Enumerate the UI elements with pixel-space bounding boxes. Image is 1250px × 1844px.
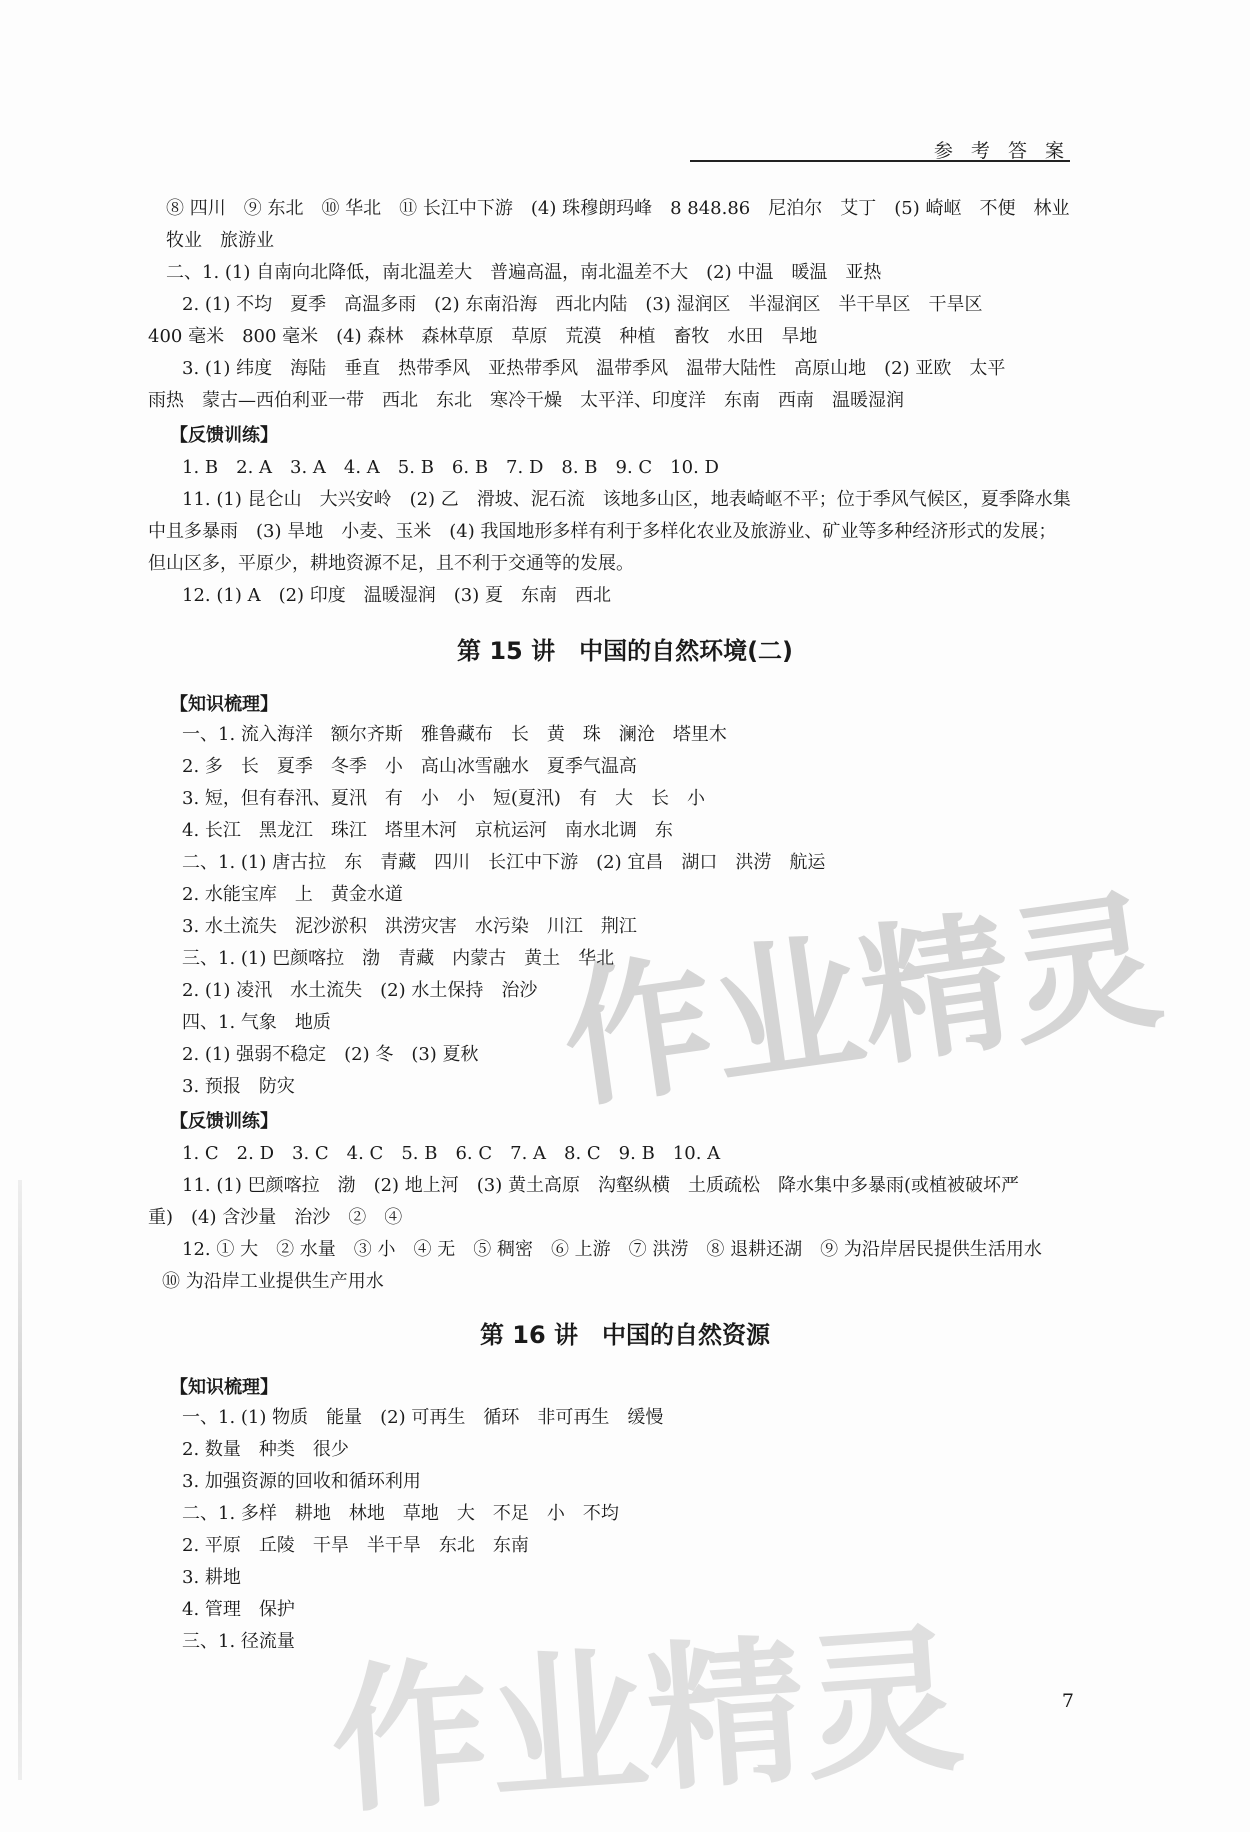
text-line: 二、1. (1) 自南向北降低，南北温差大 普遍高温，南北温差不大 (2) 中温 暖温 亚热 — [166, 262, 882, 283]
page-edge-shadow — [18, 1180, 22, 1780]
text-line: 四、1. 气象 地质 — [182, 1012, 331, 1033]
page-number: 7 — [1061, 1690, 1074, 1712]
text-line: 12. ① 大 ② 水量 ③ 小 ④ 无 ⑤ 稠密 ⑥ 上游 ⑦ 洪涝 ⑧ 退耕还湖 ⑨ 为沿岸居民提供生活用水 — [182, 1239, 1042, 1260]
watermark: 作业精灵 — [552, 873, 1172, 1130]
chapter-title: 第 15 讲 中国的自然环境(二) — [456, 637, 794, 665]
watermark: 作业精灵 — [325, 1608, 969, 1836]
answer-line: 1. C 2. D 3. C 4. C 5. B 6. C 7. A 8. C 9. B 10. A — [182, 1143, 721, 1164]
text-line: ⑧ 四川 ⑨ 东北 ⑩ 华北 ⑪ 长江中下游 (4) 珠穆朗玛峰 8 848.86 尼泊尔 艾丁 (5) 崎岖 不便 林业 — [166, 198, 1070, 219]
text-line: 重) (4) 含沙量 治沙 ② ④ — [148, 1207, 403, 1228]
text-line: 3. 水土流失 泥沙淤积 洪涝灾害 水污染 川江 荆江 — [182, 916, 637, 937]
text-line: 11. (1) 昆仑山 大兴安岭 (2) 乙 滑坡、泥石流 该地多山区，地表崎岖不平；位于季风气候区，夏季降水集 — [182, 489, 1071, 510]
answer-line: 1. B 2. A 3. A 4. A 5. B 6. B 7. D 8. B 9. C 10. D — [182, 457, 719, 478]
text-line: 3. 预报 防灾 — [182, 1076, 295, 1097]
text-line: 3. 耕地 — [182, 1567, 241, 1588]
text-line: 一、1. 流入海洋 额尔齐斯 雅鲁藏布 长 黄 珠 澜沧 塔里木 — [182, 724, 727, 745]
text-line: 3. (1) 纬度 海陆 垂直 热带季风 亚热带季风 温带季风 温带大陆性 高原山地 (2) 亚欧 太平 — [182, 358, 1006, 379]
text-line: 4. 长江 黑龙江 珠江 塔里木河 京杭运河 南水北调 东 — [182, 820, 673, 841]
chapter-title: 第 16 讲 中国的自然资源 — [479, 1321, 771, 1349]
header-rule — [690, 160, 1070, 162]
text-line: 2. 数量 种类 很少 — [182, 1439, 349, 1460]
text-line: 3. 加强资源的回收和循环利用 — [182, 1471, 421, 1492]
text-line: 二、1. 多样 耕地 林地 草地 大 不足 小 不均 — [182, 1503, 619, 1524]
text-line: 三、1. (1) 巴颜喀拉 渤 青藏 内蒙古 黄土 华北 — [182, 948, 615, 969]
text-line: 2. 水能宝库 上 黄金水道 — [182, 884, 403, 905]
text-line: 雨热 蒙古—西伯利亚一带 西北 东北 寒冷干燥 太平洋、印度洋 东南 西南 温暖湿润 — [148, 390, 904, 411]
text-line: 2. (1) 不均 夏季 高温多雨 (2) 东南沿海 西北内陆 (3) 湿润区 半湿润区 半干旱区 干旱区 — [182, 294, 983, 315]
text-line: ⑩ 为沿岸工业提供生产用水 — [162, 1271, 384, 1292]
text-line: 但山区多，平原少，耕地资源不足，且不利于交通等的发展。 — [148, 553, 634, 574]
section-heading: 【反馈训练】 — [170, 1111, 278, 1132]
text-line: 2. (1) 凌汛 水土流失 (2) 水土保持 治沙 — [182, 980, 538, 1001]
text-line: 4. 管理 保护 — [182, 1599, 295, 1620]
text-line: 400 毫米 800 毫米 (4) 森林 森林草原 草原 荒漠 种植 畜牧 水田 旱地 — [148, 326, 818, 347]
running-header: 参 考 答 案 — [933, 140, 1070, 162]
text-line: 2. 平原 丘陵 干旱 半干旱 东北 东南 — [182, 1535, 529, 1556]
text-line: 中且多暴雨 (3) 旱地 小麦、玉米 (4) 我国地形多样有利于多样化农业及旅游业、矿业等多种经济形式的发展； — [148, 521, 1057, 542]
section-heading: 【反馈训练】 — [170, 425, 278, 446]
text-line: 三、1. 径流量 — [182, 1631, 295, 1652]
text-line: 一、1. (1) 物质 能量 (2) 可再生 循环 非可再生 缓慢 — [182, 1407, 664, 1428]
section-heading: 【知识梳理】 — [170, 1377, 278, 1398]
text-line: 2. (1) 强弱不稳定 (2) 冬 (3) 夏秋 — [182, 1044, 479, 1065]
text-line: 牧业 旅游业 — [166, 230, 274, 251]
text-line: 12. (1) A (2) 印度 温暖湿润 (3) 夏 东南 西北 — [182, 585, 612, 606]
text-line: 11. (1) 巴颜喀拉 渤 (2) 地上河 (3) 黄土高原 沟壑纵横 土质疏松 降水集中多暴雨(或植被破坏严 — [182, 1175, 1020, 1196]
text-line: 2. 多 长 夏季 冬季 小 高山冰雪融水 夏季气温高 — [182, 756, 637, 777]
text-line: 二、1. (1) 唐古拉 东 青藏 四川 长江中下游 (2) 宜昌 湖口 洪涝 航运 — [182, 852, 826, 873]
text-line: 3. 短，但有春汛、夏汛 有 小 小 短(夏汛) 有 大 长 小 — [182, 788, 705, 809]
section-heading: 【知识梳理】 — [170, 694, 278, 715]
